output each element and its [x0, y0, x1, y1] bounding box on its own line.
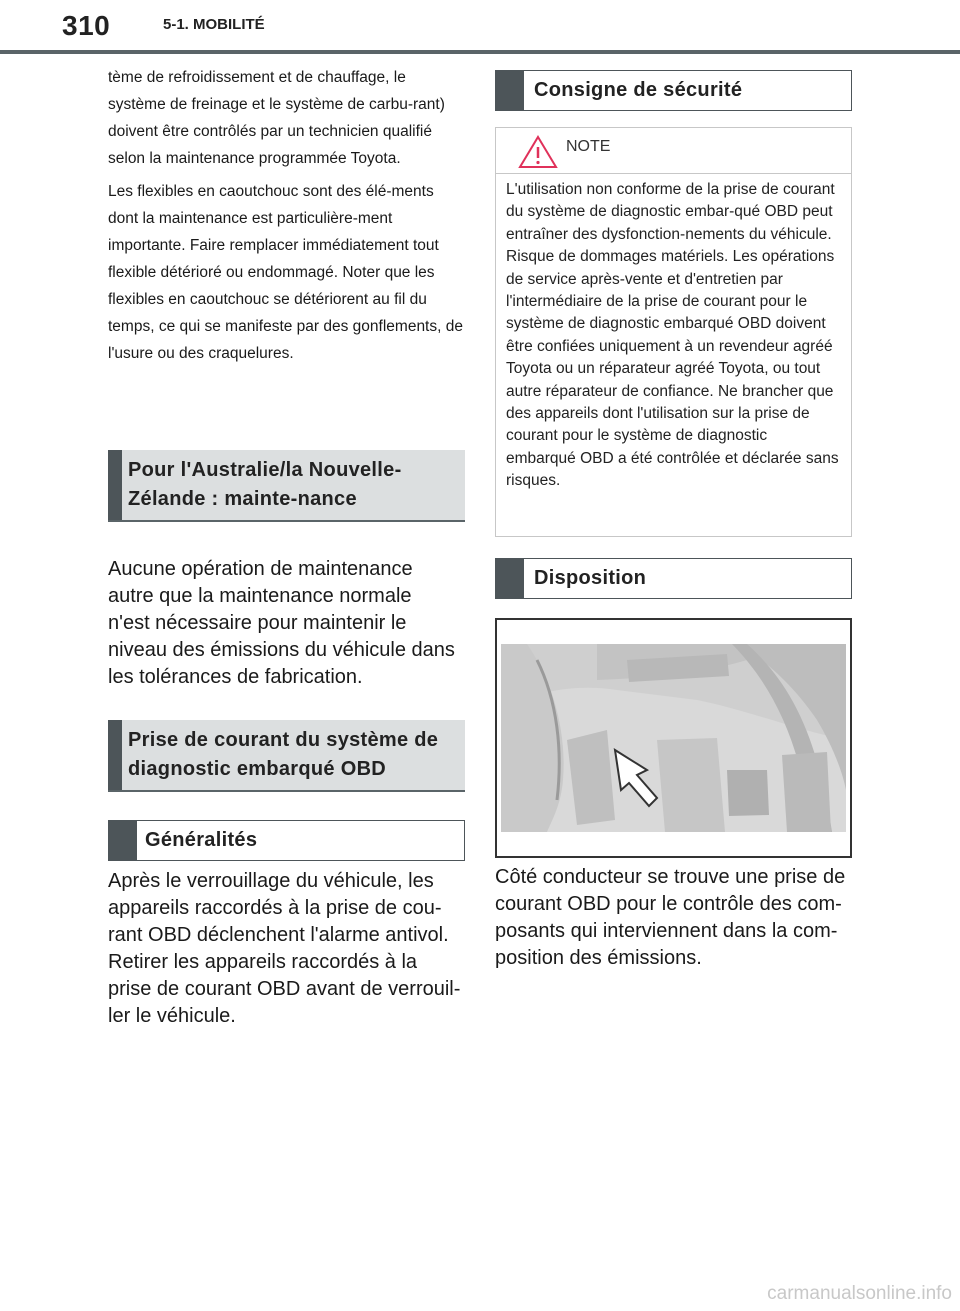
- heading-general-text: Généralités: [145, 829, 258, 851]
- header-rule: [0, 50, 960, 54]
- note-text: L'utilisation non conforme de la prise de courant du système de diagnostic embar-qué OBD peut entraîner des dysfonction-nements du véhicule. Risque de dommages matériels. Les opérations de service après-vente et d'entretien par l'intermédiaire de la prise de courant pour le système de diagnostic embarqué OBD doivent être confiées uniquement à un revendeur agréé Toyota ou un réparateur agréé Toyota, ou tout autre réparateur de confiance. Ne brancher que des appareils dont l'utilisation sur la prise de courant pour le système de diagnostic embarqué OBD a été contrôlée et déclarée sans risques.: [506, 181, 839, 490]
- heading-disposition: [495, 558, 852, 599]
- paragraph-australia: Aucune opération de maintenance autre que la maintenance normale n'est nécessaire pour maintenir le niveau des émissions du véhicule dans les tolérances de fabrication.: [108, 558, 455, 688]
- heading-disposition-text: Disposition: [534, 567, 647, 589]
- intro-paragraph-1: tème de refroidissement et de chauffage, le système de freinage et le système de carbu-rant) doivent être contrôlés par un technicien qualifié selon la maintenance programmée Toyota.: [108, 69, 445, 167]
- heading-safety: [495, 70, 852, 111]
- heading-obd-text: Prise de courant du système de diagnostic embarqué OBD: [128, 729, 439, 780]
- heading-accent-bar: [108, 450, 122, 520]
- note-header: [496, 128, 851, 174]
- chapter-title: 5-1. MOBILITÉ: [163, 16, 265, 33]
- heading-accent-bar: [496, 559, 524, 598]
- heading-general: [108, 820, 465, 861]
- heading-accent-bar: [496, 71, 524, 110]
- heading-australia: [108, 450, 465, 522]
- heading-obd: [108, 720, 465, 792]
- warning-triangle-icon: [518, 135, 558, 174]
- heading-accent-bar: [109, 821, 137, 860]
- heading-australia-text: Pour l'Australie/la Nouvelle-Zélande : mainte-nance: [128, 459, 402, 510]
- left-column: [108, 64, 465, 1027]
- intro-paragraph-2: Les flexibles en caoutchouc sont des élé-ments dont la maintenance est particulière-ment importante. Faire remplacer immédiatement tout flexible détérioré ou endommagé. Noter que les flexibles en caoutchouc se détériorent au fil du temps, ce qui se manifeste par des gonflements, de l'usure ou des craquelures.: [108, 183, 463, 362]
- note-box: [495, 127, 852, 537]
- paragraph-general: Après le verrouillage du véhicule, les appareils raccordés à la prise de cou-rant OBD déclenchent l'alarme antivol. Retirer les appareils raccordés à la prise de courant OBD avant de verrouil-ler le véhicule.: [108, 870, 461, 1027]
- heading-accent-bar: [108, 720, 122, 790]
- note-label: NOTE: [566, 138, 611, 155]
- page-number: 310: [62, 10, 111, 41]
- footer-watermark: carmanualsonline.info: [767, 1283, 952, 1304]
- obd-location-illustration: [495, 618, 852, 858]
- paragraph-disposition: Côté conducteur se trouve une prise de courant OBD pour le contrôle des com-posants qui interviennent dans la com-position des émissions.: [495, 866, 846, 969]
- heading-safety-text: Consigne de sécurité: [534, 79, 743, 101]
